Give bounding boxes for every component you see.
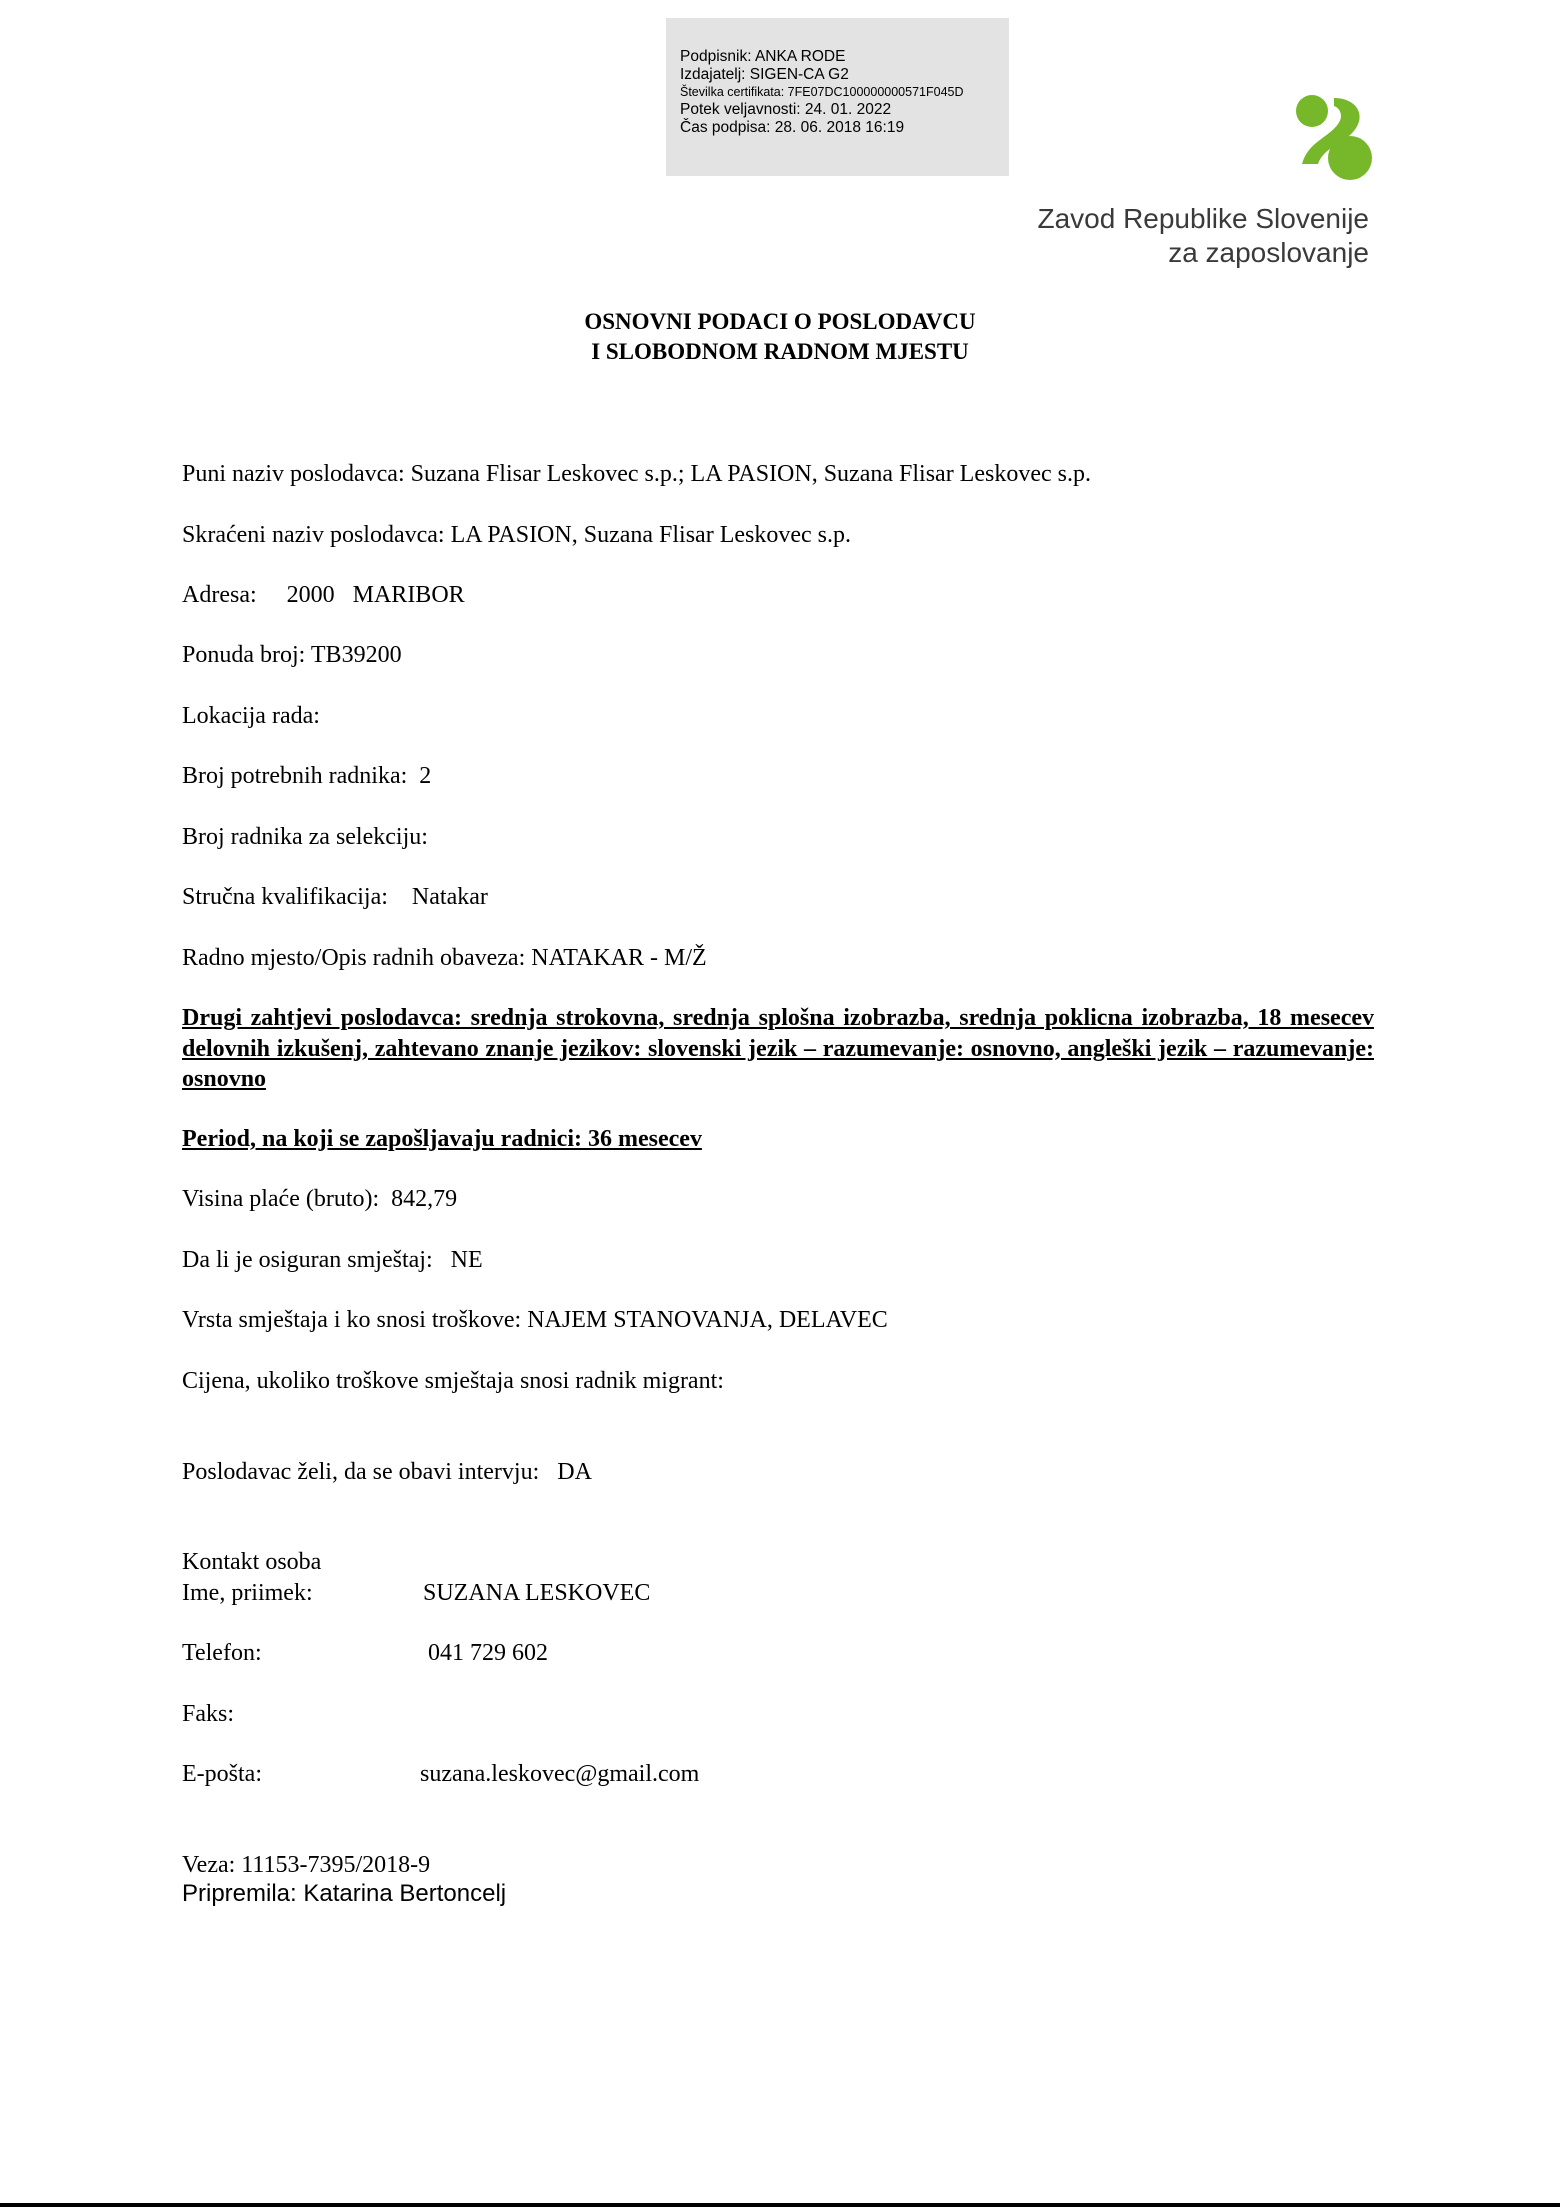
field-salary: Visina plaće (bruto): 842,79 bbox=[182, 1186, 458, 1212]
contact-heading: Kontakt osoba bbox=[182, 1549, 322, 1575]
signature-signer: Podpisnik: ANKA RODE bbox=[680, 48, 846, 65]
field-job: Radno mjesto/Opis radnih obaveza: NATAKAR - M/Ž bbox=[182, 945, 707, 971]
footer-reference: Veza: 11153-7395/2018-9 bbox=[182, 1852, 431, 1878]
agency-logo-icon bbox=[1294, 94, 1372, 182]
field-address: Adresa: 2000 MARIBOR bbox=[182, 582, 465, 608]
contact-phone-value: 041 729 602 bbox=[428, 1640, 548, 1666]
field-short-name: Skraćeni naziv poslodavca: LA PASION, Suzana Flisar Leskovec s.p. bbox=[182, 522, 851, 548]
field-requirements: Drugi zahtjevi poslodavca: srednja strokovna, srednja splošna izobrazba, srednja poklicna izobrazba, 18 mesecev delovnih izkušenj, zahtevano znanje jezikov: slovenski jezik – razumevanje: osnovno, angleški jezik – razumevanje: osnovno bbox=[182, 1005, 1374, 1092]
title-line-2: I SLOBODNOM RADNOM MJESTU bbox=[591, 339, 969, 364]
field-accommodation: Da li je osiguran smještaj: NE bbox=[182, 1247, 483, 1273]
field-period: Period, na koji se zapošljavaju radnici: 36 mesecev bbox=[182, 1126, 702, 1152]
contact-name-label: Ime, priimek: bbox=[182, 1580, 313, 1606]
footer-prepared-by: Pripremila: Katarina Bertoncelj bbox=[182, 1880, 507, 1907]
contact-email-label: E-pošta: bbox=[182, 1761, 262, 1787]
page-bottom-rule bbox=[0, 2203, 1560, 2207]
signature-issuer: Izdajatelj: SIGEN-CA G2 bbox=[680, 66, 849, 83]
contact-email-value: suzana.leskovec@gmail.com bbox=[420, 1761, 700, 1787]
document-title bbox=[0, 307, 1560, 367]
logo-line-1: Zavod Republike Slovenije bbox=[1037, 203, 1369, 234]
contact-name-value: SUZANA LESKOVEC bbox=[423, 1580, 651, 1606]
signature-stamp bbox=[666, 18, 1009, 176]
contact-phone-label: Telefon: bbox=[182, 1640, 262, 1666]
field-qualification: Stručna kvalifikacija: Natakar bbox=[182, 884, 488, 910]
contact-fax-label: Faks: bbox=[182, 1701, 235, 1727]
logo-line-2: za zaposlovanje bbox=[1168, 237, 1369, 268]
field-offer-number: Ponuda broj: TB39200 bbox=[182, 642, 402, 668]
field-workers-selection: Broj radnika za selekciju: bbox=[182, 824, 428, 850]
field-interview: Poslodavac želi, da se obavi intervju: DA bbox=[182, 1459, 592, 1485]
field-location: Lokacija rada: bbox=[182, 703, 320, 729]
field-price: Cijena, ukoliko troškove smještaja snosi radnik migrant: bbox=[182, 1368, 724, 1394]
title-line-1: OSNOVNI PODACI O POSLODAVCU bbox=[584, 309, 976, 334]
field-workers-needed: Broj potrebnih radnika: 2 bbox=[182, 763, 432, 789]
signature-certificate: Številka certifikata: 7FE07DC100000000571F045D bbox=[680, 85, 964, 99]
signature-expiry: Potek veljavnosti: 24. 01. 2022 bbox=[680, 101, 892, 118]
agency-logo-text bbox=[1037, 202, 1369, 270]
field-full-name: Puni naziv poslodavca: Suzana Flisar Leskovec s.p.; LA PASION, Suzana Flisar Leskovec s.p. bbox=[182, 461, 1091, 487]
field-accommodation-type: Vrsta smještaja i ko snosi troškove: NAJEM STANOVANJA, DELAVEC bbox=[182, 1307, 888, 1333]
signature-time: Čas podpisa: 28. 06. 2018 16:19 bbox=[680, 119, 905, 136]
